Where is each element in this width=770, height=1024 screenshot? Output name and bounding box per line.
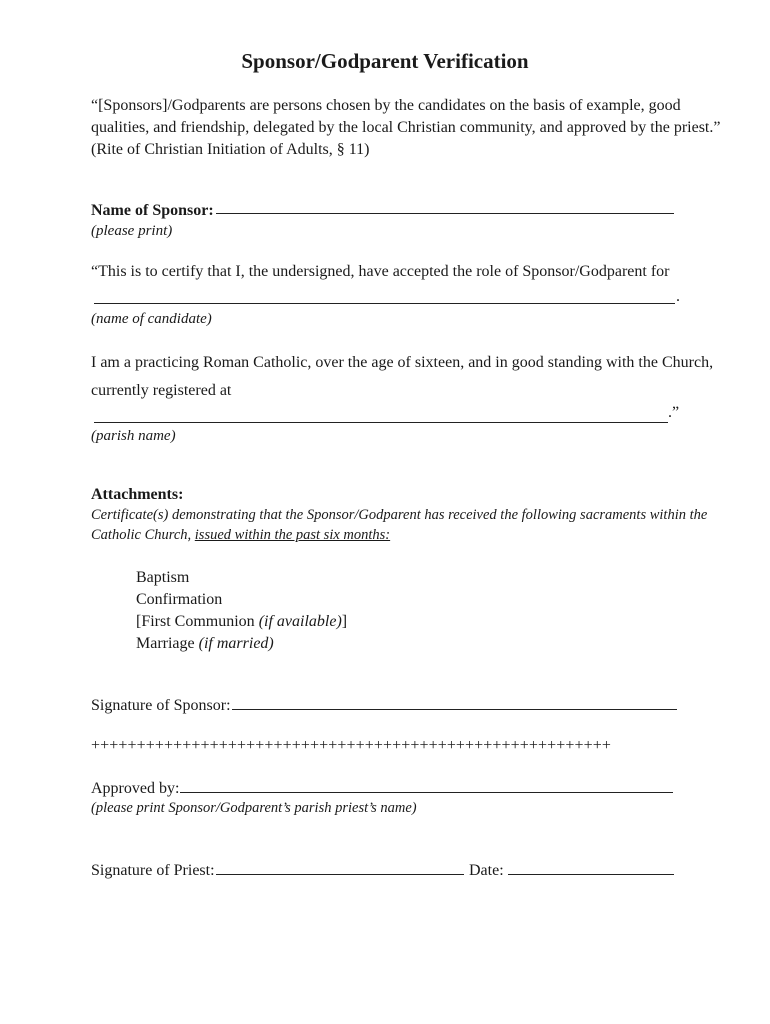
attachments-desc-line-2 [91,524,390,546]
approved-by-hint: (please print Sponsor/Godparent’s parish priest’s name) [91,800,417,816]
sacrament-confirmation: Confirmation [136,591,223,608]
attachments-desc-line-1: Certificate(s) demonstrating that the Sponsor/Godparent has received the following sacraments within the [91,507,708,523]
priest-signature-field[interactable] [216,874,464,875]
first-communion-note: (if available) [258,613,342,630]
candidate-name-field[interactable] [94,303,675,304]
quote-line-2: qualities, and friendship, delegated by the local Christian community, and approved by the priest.” [91,119,721,136]
date-field[interactable] [508,874,674,875]
sponsor-name-label: Name of Sponsor: [91,202,214,219]
candidate-line-end: . [676,288,680,305]
sponsor-name-field[interactable] [216,213,674,214]
separator: +++++++++++++++++++++++++++++++++++++++++++++++++++++++++ [91,737,612,754]
practicing-line-1: I am a practicing Roman Catholic, over the age of sixteen, and in good standing with the Church, [91,354,714,371]
sacrament-marriage [136,633,274,655]
first-communion-close: ] [341,613,348,630]
sponsor-signature-label: Signature of Sponsor: [91,697,231,714]
parish-name-field[interactable] [94,422,668,423]
page-title: Sponsor/Godparent Verification [241,49,529,73]
marriage-note: (if married) [198,635,274,652]
approved-by-field[interactable] [180,792,673,793]
sponsor-name-hint: (please print) [91,223,173,239]
sponsor-signature-field[interactable] [232,709,677,710]
parish-name-hint: (parish name) [91,428,176,444]
candidate-name-hint: (name of candidate) [91,311,212,327]
certify-text: “This is to certify that I, the undersigned, have accepted the role of Sponsor/Godparent for [91,263,670,280]
attachments-desc-prefix: Catholic Church, [91,527,195,543]
parish-line-end: .” [668,404,680,421]
approved-by-label: Approved by: [91,780,180,797]
sacrament-baptism: Baptism [136,569,190,586]
first-communion-label: [First Communion [136,613,259,630]
marriage-label: Marriage [136,635,199,652]
attachments-heading: Attachments: [91,486,184,503]
attachments-desc-underlined: issued within the past six months: [194,527,391,543]
quote-line-1: “[Sponsors]/Godparents are persons chosen by the candidates on the basis of example, good [91,97,681,114]
date-label: Date: [469,862,504,879]
practicing-line-2: currently registered at [91,382,232,399]
quote-citation: (Rite of Christian Initiation of Adults, § 11) [91,141,370,158]
priest-signature-label: Signature of Priest: [91,862,215,879]
sacrament-first-communion [136,611,347,633]
